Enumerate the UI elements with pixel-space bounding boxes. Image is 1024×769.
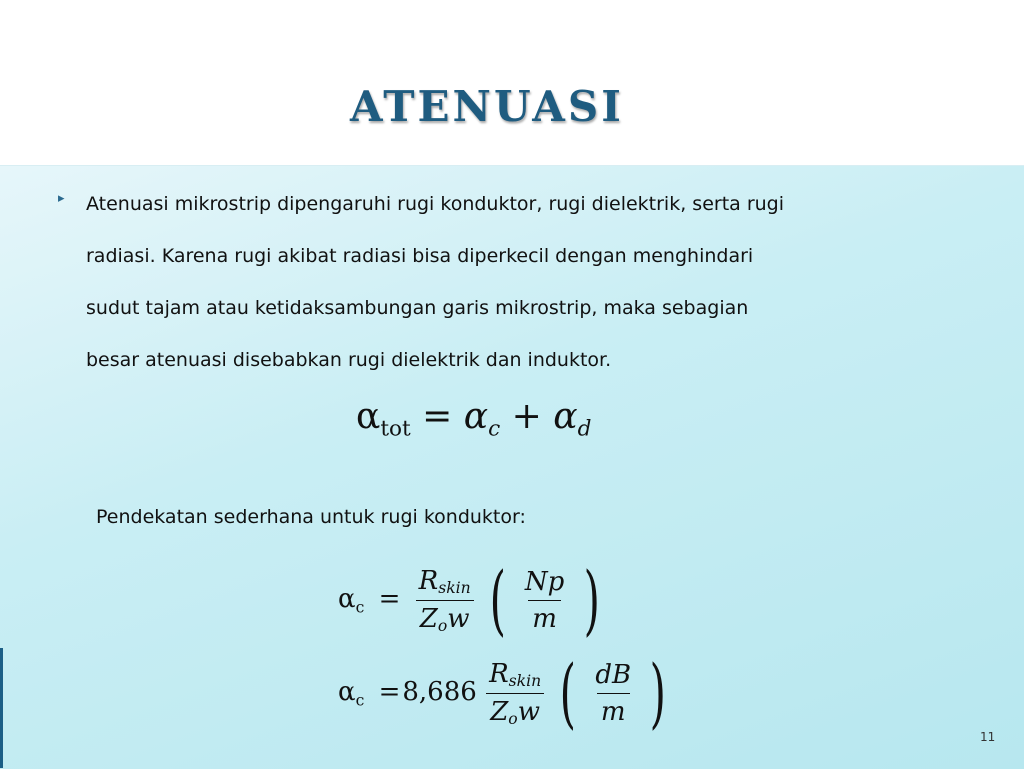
subscript-d: d (577, 416, 592, 442)
alpha-symbol: α (338, 584, 356, 614)
alpha-symbol: α (463, 396, 489, 437)
slide-title: ATENUASI (350, 82, 624, 131)
w-symbol: w (447, 603, 470, 634)
left-paren: ( (489, 555, 506, 644)
bullet-line: radiasi. Karena rugi akibat radiasi bisa diperkecil dengan menghindari (86, 245, 754, 267)
bullet-paragraph (86, 178, 966, 386)
equals-sign: = (378, 677, 401, 707)
right-paren: ) (583, 555, 600, 644)
page-number: 11 (980, 730, 996, 744)
fraction-db-m (591, 660, 635, 727)
bullet-line: besar atenuasi disebabkan rugi dielektrik dan induktor. (86, 349, 612, 371)
bullet-arrow-icon: ▸ (58, 191, 65, 206)
m-symbol: m (528, 600, 561, 634)
subscript-c: c (355, 691, 365, 710)
alpha-symbol: α (356, 396, 381, 437)
z-symbol: Z (419, 603, 438, 634)
fraction-rskin-zow (415, 566, 475, 635)
subscript-o: o (508, 709, 518, 728)
equation-total-attenuation (356, 396, 591, 442)
db-symbol: dB (595, 659, 632, 690)
bullet-line: Atenuasi mikrostrip dipengaruhi rugi konduktor, rugi dielektrik, serta rugi (86, 193, 785, 215)
fraction-rskin-zow (485, 659, 545, 728)
plus-sign: + (511, 396, 542, 437)
subscript-tot: tot (380, 416, 411, 442)
r-symbol: R (489, 658, 509, 689)
r-symbol: R (418, 565, 439, 596)
title-area (0, 0, 1024, 165)
coefficient: 8,686 (402, 677, 477, 707)
left-paren: ( (560, 648, 577, 737)
right-paren: ) (650, 648, 667, 737)
left-accent-bar (0, 648, 3, 768)
subheading: Pendekatan sederhana untuk rugi konduktor: (96, 506, 526, 528)
z-symbol: Z (490, 696, 509, 727)
subscript-c: c (355, 598, 365, 617)
m-symbol: m (597, 693, 630, 727)
subscript-c: c (488, 416, 501, 442)
equation-conductor-loss-np (338, 555, 606, 644)
equals-sign: = (422, 396, 453, 437)
subscript-skin: skin (438, 578, 471, 597)
subscript-o: o (437, 616, 448, 635)
fraction-np-m (521, 567, 568, 634)
bullet-line: sudut tajam atau ketidaksambungan garis mikrostrip, maka sebagian (86, 297, 749, 319)
equals-sign: = (378, 584, 401, 614)
alpha-symbol: α (338, 677, 356, 707)
subscript-skin: skin (508, 671, 542, 690)
alpha-symbol: α (553, 396, 578, 437)
w-symbol: w (517, 696, 540, 727)
equation-conductor-loss-db (338, 648, 673, 737)
np-symbol: Np (524, 566, 565, 597)
